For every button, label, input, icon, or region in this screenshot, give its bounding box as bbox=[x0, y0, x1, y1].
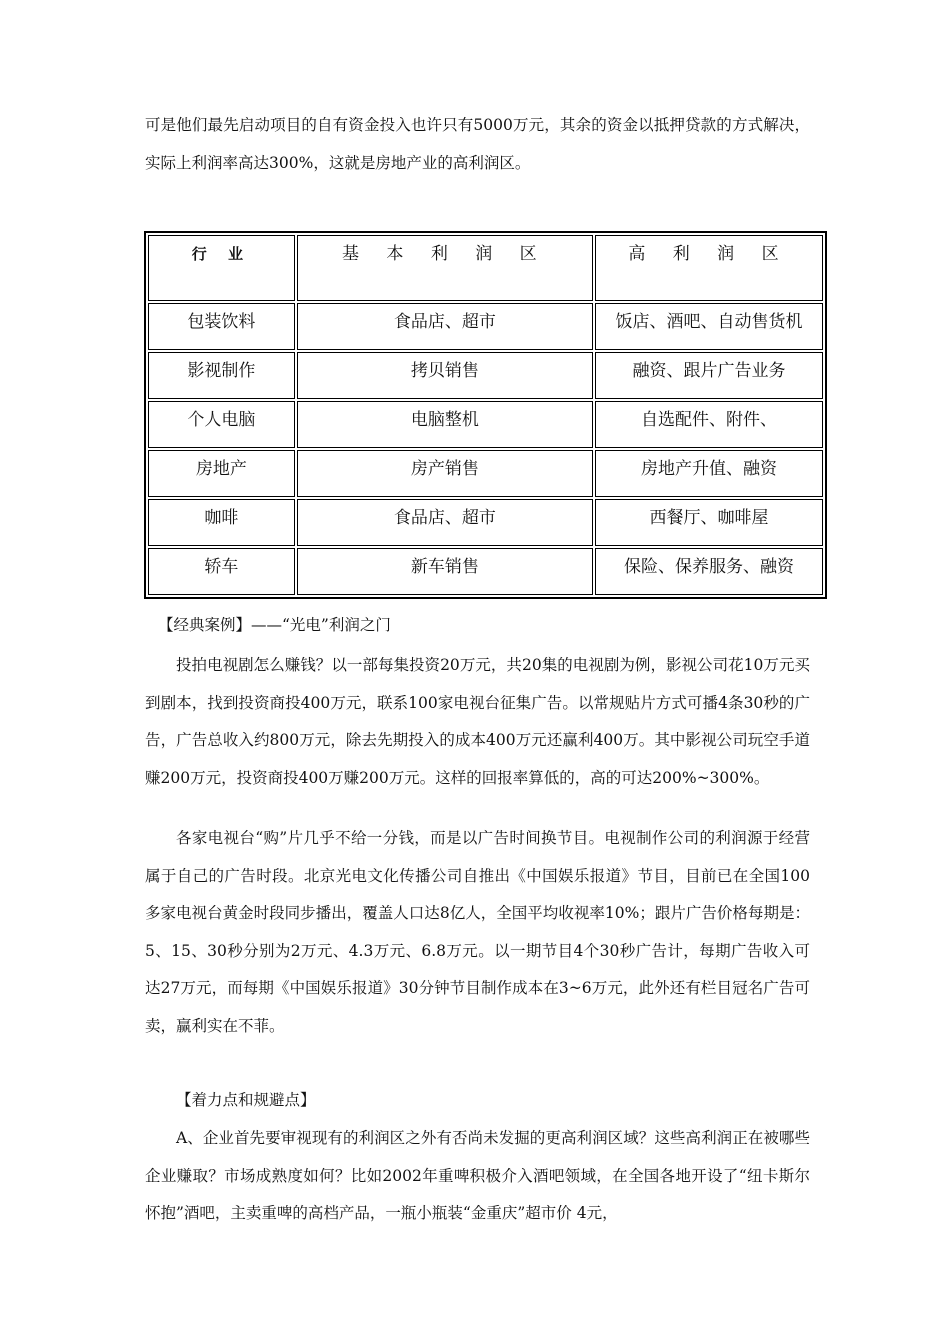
basic-profit-cell: 新车销售 bbox=[297, 548, 593, 595]
industry-cell: 房地产 bbox=[148, 450, 295, 497]
industry-cell: 咖啡 bbox=[148, 499, 295, 546]
case-heading: 【经典案例】——“光电”利润之门 bbox=[158, 616, 391, 634]
table-header-row bbox=[148, 235, 823, 301]
industry-cell: 影视制作 bbox=[148, 352, 295, 399]
basic-profit-cell: 食品店、超市 bbox=[297, 499, 593, 546]
basic-profit-cell: 拷贝销售 bbox=[297, 352, 593, 399]
industry-cell: 轿车 bbox=[148, 548, 295, 595]
high-profit-cell: 自选配件、附件、 bbox=[595, 401, 823, 448]
high-profit-cell: 饭店、酒吧、自动售货机 bbox=[595, 303, 823, 350]
header-basic-profit-zone: 基 本 利 润 区 bbox=[297, 235, 593, 301]
basic-profit-cell: 食品店、超市 bbox=[297, 303, 593, 350]
high-profit-cell: 融资、跟片广告业务 bbox=[595, 352, 823, 399]
high-profit-cell: 西餐厅、咖啡屋 bbox=[595, 499, 823, 546]
table-row bbox=[148, 548, 823, 595]
focus-heading: 【着力点和规避点】 bbox=[176, 1091, 316, 1109]
basic-profit-cell: 房产销售 bbox=[297, 450, 593, 497]
industry-cell: 包装饮料 bbox=[148, 303, 295, 350]
table-row bbox=[148, 352, 823, 399]
focus-paragraph: A、企业首先要审视现有的利润区之外有否尚未发掘的更高利润区域？这些高利润正在被哪些企业赚取？市场成熟度如何？比如2002年重啤积极介入酒吧领域，在全国各地开设了“纽卡斯尔怀抱”酒吧，主卖重啤的高档产品，一瓶小瓶装“金重庆”超市价 4元， bbox=[145, 1129, 810, 1222]
table-row bbox=[148, 450, 823, 497]
basic-profit-cell: 电脑整机 bbox=[297, 401, 593, 448]
table-row bbox=[148, 303, 823, 350]
header-high-profit-zone: 高 利 润 区 bbox=[595, 235, 823, 301]
table-row bbox=[148, 499, 823, 546]
profit-zone-table bbox=[144, 231, 827, 599]
header-industry: 行 业 bbox=[148, 235, 295, 301]
table-row bbox=[148, 401, 823, 448]
case-paragraph-1: 投拍电视剧怎么赚钱？以一部每集投资20万元，共20集的电视剧为例，影视公司花10万元买到剧本，找到投资商投400万元，联系100家电视台征集广告。以常规贴片方式可播4条30秒的广告，广告总收入约800万元，除去先期投入的成本400万元还赢利400万。其中影视公司玩空手道赚200万元，投资商投400万赚200万元。这样的回报率算低的，高的可达200%~300%。 bbox=[145, 656, 810, 787]
case-paragraph-2: 各家电视台“购”片几乎不给一分钱，而是以广告时间换节目。电视制作公司的利润源于经营属于自己的广告时段。北京光电文化传播公司自推出《中国娱乐报道》节目，目前已在全国100多家电视台黄金时段同步播出，覆盖人口达8亿人，全国平均收视率10%；跟片广告价格每期是：5、15、30秒分别为2万元、4.3万元、6.8万元。以一期节目4个30秒广告计，每期广告收入可达27万元，而每期《中国娱乐报道》30分钟节目制作成本在3~6万元，此外还有栏目冠名广告可卖，赢利实在不菲。 bbox=[145, 829, 810, 1035]
intro-paragraph: 可是他们最先启动项目的自有资金投入也许只有5000万元，其余的资金以抵押贷款的方式解决，实际上利润率高达300%，这就是房地产业的高利润区。 bbox=[145, 116, 810, 172]
high-profit-cell: 保险、保养服务、融资 bbox=[595, 548, 823, 595]
industry-cell: 个人电脑 bbox=[148, 401, 295, 448]
high-profit-cell: 房地产升值、融资 bbox=[595, 450, 823, 497]
